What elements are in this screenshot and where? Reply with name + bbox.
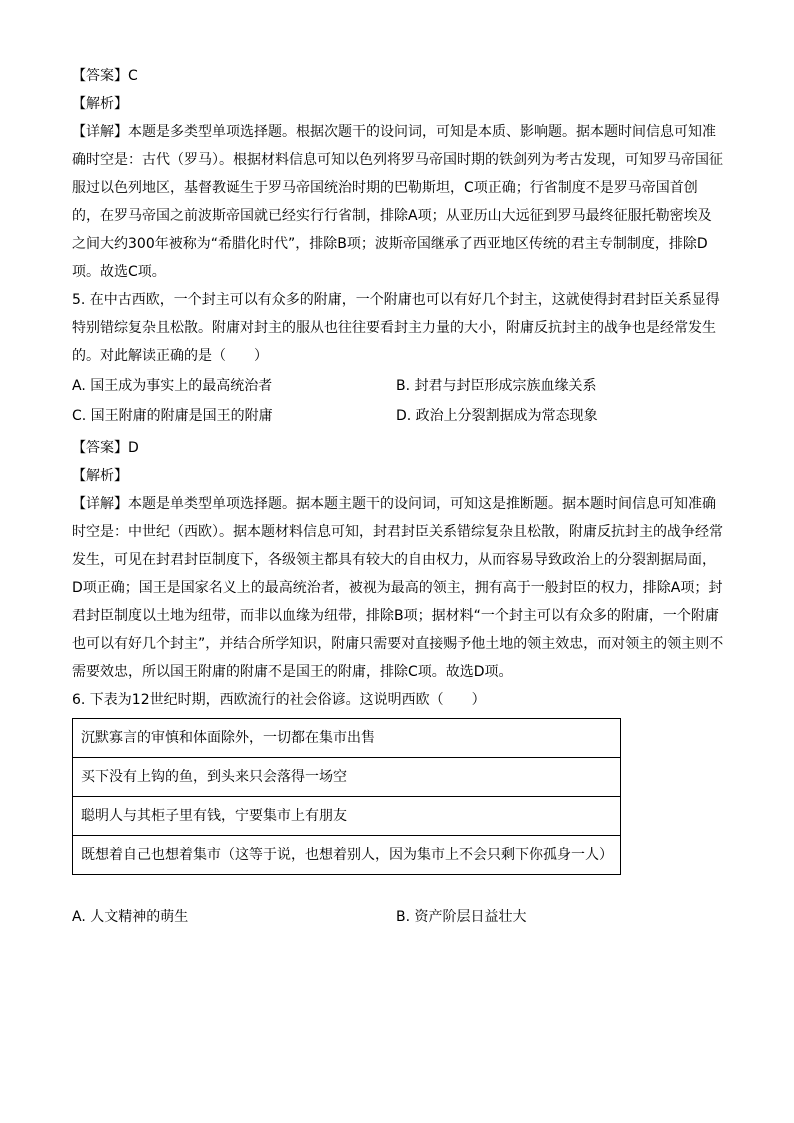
q5-options-row-2 [72, 402, 724, 430]
q4-analysis-heading: 【解析】 [72, 96, 128, 112]
q6-option-a: A. 人文精神的萌生 [72, 909, 189, 925]
q5-options-row-1 [72, 372, 724, 400]
q4-detail: 【详解】本题是多类型单项选择题。根据次题干的设问词，可知是本质、影响题。据本题时间信息可知准确时空是：古代（罗马）。根据材料信息可知以色列将罗马帝国时期的铁剑列为考古发现，可知罗马帝国征服过以色列地区，基督教诞生于罗马帝国统治时期的巴勒斯坦，C项正确；行省制度不是罗马帝国首创的，在罗马帝国之前波斯帝国就已经实行行省制，排除A项；从亚历山大远征到罗马最终征服托勒密埃及之间大约300年被称为“希腊化时代”，排除B项；波斯帝国继承了西亚地区传统的君主专制制度，排除D项。故选C项。 [72, 124, 723, 280]
saying-cell: 买下没有上钩的鱼，到头来只会落得一场空 [73, 758, 621, 797]
q5-answer: 【答案】D [72, 440, 139, 456]
saying-cell: 聪明人与其柜子里有钱，宁要集市上有朋友 [73, 797, 621, 836]
q6-sayings-table [72, 718, 621, 875]
document-page [72, 62, 724, 931]
table-row [73, 719, 621, 758]
q5-option-d: D. 政治上分裂割据成为常态现象 [396, 408, 598, 424]
table-row [73, 836, 621, 875]
saying-cell: 沉默寡言的审慎和体面除外，一切都在集市出售 [73, 719, 621, 758]
q4-answer: 【答案】C [72, 68, 138, 84]
q5-option-c: C. 国王附庸的附庸是国王的附庸 [72, 408, 273, 424]
q5-option-b: B. 封君与封臣形成宗族血缘关系 [396, 378, 597, 394]
q5-detail: 【详解】本题是单类型单项选择题。据本题主题干的设问词，可知这是推断题。据本题时间信息可知准确时空是：中世纪（西欧）。据本题材料信息可知，封君封臣关系错综复杂且松散，附庸反抗封主的战争经常发生，可见在封君封臣制度下，各级领主都具有较大的自由权力，从而容易导致政治上的分裂割据局面，D项正确；国王是国家名义上的最高统治者，被视为最高的领主，拥有高于一般封臣的权力，排除A项；封君封臣制度以土地为纽带，而非以血缘为纽带，排除B项；据材料“一个封主可以有众多的附庸，一个附庸也可以有好几个封主”，并结合所学知识，附庸只需要对直接赐予他土地的领主效忠，而对领主的领主则不需要效忠，所以国王附庸的附庸不是国王的附庸，排除C项。故选D项。 [72, 496, 724, 680]
saying-cell: 既想着自己也想着集市（这等于说，也想着别人，因为集市上不会只剩下你孤身一人） [73, 836, 621, 875]
q6-stem: 6. 下表为12世纪时期，西欧流行的社会俗谚。这说明西欧（ ） [72, 692, 486, 708]
q5-option-a: A. 国王成为事实上的最高统治者 [72, 378, 273, 394]
q5-analysis-heading: 【解析】 [72, 468, 128, 484]
q6-options-row-1 [72, 903, 724, 931]
q5-stem: 5. 在中古西欧，一个封主可以有众多的附庸，一个附庸也可以有好几个封主，这就使得封君封臣关系显得特别错综复杂且松散。附庸对封主的服从也往往要看封主力量的大小，附庸反抗封主的战争也是经常发生的。对此解读正确的是（ ） [72, 292, 720, 364]
q6-option-b: B. 资产阶层日益壮大 [396, 909, 527, 925]
table-row [73, 797, 621, 836]
table-row [73, 758, 621, 797]
